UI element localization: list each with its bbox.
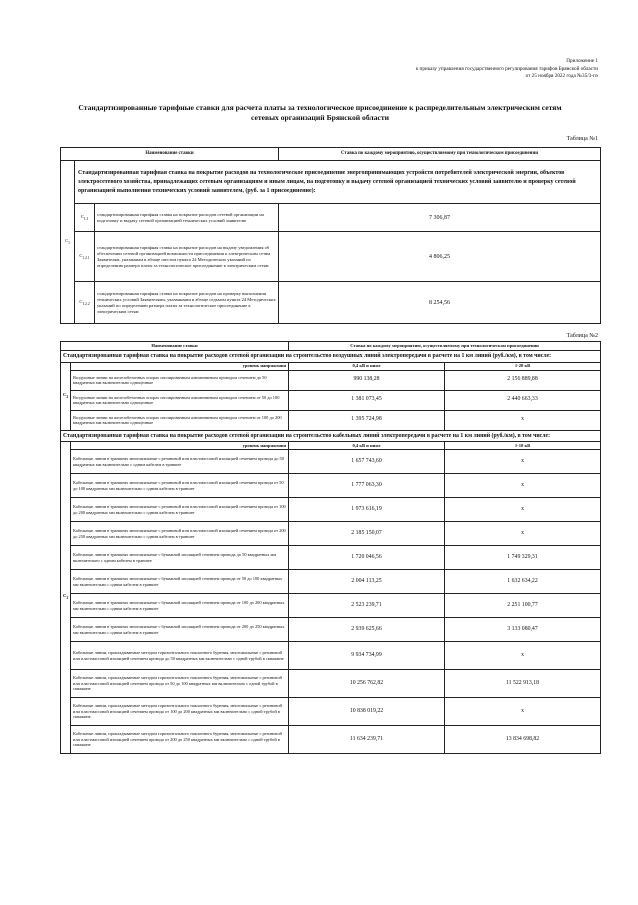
row-value-high: 3 133 080,47 xyxy=(445,618,601,642)
row-value-low: 1 381 073,45 xyxy=(289,390,445,410)
code-sub: 1 xyxy=(68,240,70,245)
table1-header-name: Наименование ставки xyxy=(61,148,279,161)
row-value-high: х xyxy=(445,698,601,726)
table2-label: Таблица №2 xyxy=(566,333,598,339)
table-row xyxy=(61,410,601,430)
rate-description: стандартизированная тарифная ставка на покрытие расходов на проверку выполнения технических условий Заявителями, указанными в абзаце седьмом пункта 24 Методических указаний по определению размера платы за технологическое присоединение к электрическим сетям xyxy=(95,282,279,324)
level-high: 1-10 кВ xyxy=(445,442,601,450)
row-description: Кабельные линии в траншеях многожильные с резиновой или пластмассовой изоляцией сечением провода от 50 до 100 квадратных мм включительно с одним кабелем в траншее xyxy=(71,474,289,498)
table-row xyxy=(61,474,601,498)
row-value-low: 9 934 734,99 xyxy=(289,642,445,670)
section-c3-title-row xyxy=(61,430,601,442)
table-row xyxy=(61,726,601,754)
code-sub: 1.2.2 xyxy=(82,301,90,306)
row-value-high: х xyxy=(445,642,601,670)
row-description: Воздушные линии на железобетонных опорах изолированным алюминиевым проводом сечением от 50 до 100 квадратных мм включительно одноцепные xyxy=(71,390,289,410)
rate-description: стандартизированная тарифная ставка на покрытие расходов сетевой организации на подготовку и выдачу сетевой организацией технических условий заявителю xyxy=(95,204,279,232)
table-row xyxy=(61,546,601,570)
row-description: Кабельные линии, прокладываемые методом горизонтального наклонного бурения, многожильные с резиновой или пластмассовой изоляцией сечением провода от 50 до 100 квадратных мм включительно с одной трубой в скважине xyxy=(71,670,289,698)
row-value-high: х xyxy=(445,410,601,430)
code-letter: С xyxy=(79,298,83,304)
appendix-block xyxy=(338,58,598,81)
row-value-low: 1 720 046,56 xyxy=(289,546,445,570)
appendix-line-3: от 25 ноября 2022 года №35/3-пэ xyxy=(525,73,598,79)
row-value-low: 1 973 616,19 xyxy=(289,498,445,522)
table-row xyxy=(61,618,601,642)
table-row xyxy=(61,204,601,232)
code-sub: 3 xyxy=(66,596,69,601)
table-row xyxy=(61,498,601,522)
table1-label: Таблица №1 xyxy=(566,136,598,142)
level-low: 0,4 кВ и ниже xyxy=(289,442,445,450)
row-description: Кабельные линии, прокладываемые методом горизонтального наклонного бурения, многожильные с резиновой или пластмассовой изоляцией сечением провода до 50 квадратных мм включительно с одной трубой в скважине xyxy=(71,642,289,670)
row-value-low: 2 185 150,07 xyxy=(289,522,445,546)
code-sub: 1.1 xyxy=(83,216,89,221)
section-c2-levels-row xyxy=(61,362,601,370)
table-row xyxy=(61,594,601,618)
table-row xyxy=(61,282,601,324)
rate-description: стандартизированная тарифная ставка на покрытие расходов на выдачу уведомления об обеспечении сетевой организацией возможности присоединения к электрическим сетям Заявителям, указанным в абзаце шестом пункта 24 Методических указаний по определению размера платы за технологическое присоединение к электрическим сетям xyxy=(95,232,279,282)
row-value-high: х xyxy=(445,522,601,546)
table-row xyxy=(61,642,601,670)
row-value-high: 2 251 100,77 xyxy=(445,594,601,618)
code-letter: С xyxy=(63,593,67,599)
table-1 xyxy=(60,147,601,324)
code-sub: 1.2.1 xyxy=(82,255,90,260)
code-letter: С xyxy=(79,252,83,258)
rate-code xyxy=(75,204,95,232)
rate-code xyxy=(75,282,95,324)
row-value-low: 2 523 239,71 xyxy=(289,594,445,618)
section-c3-title: Стандартизированная тарифная ставка на покрытие расходов сетевой организации на строительство кабельных линий электропередачи в расчете на 1 км линий (руб./км), в том числе: xyxy=(61,430,601,442)
row-description: Кабельные линии, прокладываемые методом горизонтального наклонного бурения, многожильные с резиновой или пластмассовой изоляцией сечением провода от 100 до 200 квадратных мм включительно с одной трубой в скважине xyxy=(71,698,289,726)
row-value-high: 1 749 329,31 xyxy=(445,546,601,570)
table1-group-row xyxy=(61,161,601,204)
table1-header-row xyxy=(61,148,601,161)
table1-header-rate: Ставка по каждому мероприятию, осуществляемому при технологическом присоединении xyxy=(279,148,601,161)
table-row xyxy=(61,232,601,282)
row-value-low: 1 777 063,30 xyxy=(289,474,445,498)
table2-header-rate: Ставка по каждому мероприятию, осуществляемому при технологическом присоединении xyxy=(289,342,601,351)
table-row xyxy=(61,390,601,410)
row-description: Воздушные линии на железобетонных опорах изолированным алюминиевым проводом сечением до 50 квадратных мм включительно одноцепные xyxy=(71,370,289,390)
section-c2-code xyxy=(61,362,71,430)
table1-description: Стандартизированная тарифная ставка на покрытие расходов на технологическое присоединение энергопринимающих устройств потребителей электрической энергии, объектов электросетевого хозяйства, принадлежащих сетевым организациям и иным лицам, на подготовку и выдачу сетевой организацией технических условий заявителю и проверку сетевой организацией выполнения технических условий заявителем, (руб. за 1 присоединение): xyxy=(75,161,601,204)
row-value-high: х xyxy=(445,450,601,474)
table-row xyxy=(61,670,601,698)
section-c2-title: Стандартизированная тарифная ставка на покрытие расходов сетевой организации на строительство воздушных линий электропередачи в расчете на 1 км линий (руб./км), в том числе: xyxy=(61,351,601,363)
row-description: Кабельные линии в траншеях многожильные с резиновой или пластмассовой изоляцией сечением провода от 100 до 200 квадратных мм включительно с одним кабелем в траншее xyxy=(71,498,289,522)
row-description: Кабельные линии, прокладываемые методом горизонтального наклонного бурения, многожильные с резиновой или пластмассовой изоляцией сечением провода от 200 до 250 квадратных мм включительно с одной трубой в скважине xyxy=(71,726,289,754)
table-row xyxy=(61,522,601,546)
row-description: Кабельные линии в траншеях многожильные с бумажной изоляцией сечением провода от 200 до 250 квадратных мм включительно с одним кабелем в траншее xyxy=(71,618,289,642)
row-value-low: 1 395 724,98 xyxy=(289,410,445,430)
row-value-low: 10 838 019,22 xyxy=(289,698,445,726)
title-line-2: сетевых организаций Брянской области xyxy=(251,113,389,122)
row-description: Кабельные линии в траншеях многожильные с бумажной изоляцией сечением провода до 50 квадратных мм включительно с одним кабелем в траншее xyxy=(71,546,289,570)
row-value-high: 2 440 663,33 xyxy=(445,390,601,410)
table-row xyxy=(61,698,601,726)
code-sub: 2 xyxy=(66,394,69,399)
rate-value: 4 806,25 xyxy=(279,232,601,282)
row-value-low: 990 138,28 xyxy=(289,370,445,390)
code-letter: С xyxy=(63,391,67,397)
table-row xyxy=(61,370,601,390)
row-value-low: 10 256 762,82 xyxy=(289,670,445,698)
code-letter: С xyxy=(65,238,69,244)
row-description: Кабельные линии в траншеях многожильные с бумажной изоляцией сечением провода от 50 до 100 квадратных мм включительно с одним кабелем в траншее xyxy=(71,570,289,594)
level-label: уровень напряжения xyxy=(71,442,289,450)
table2-header-row xyxy=(61,342,601,351)
appendix-line-1: Приложение 1 xyxy=(566,58,598,64)
table-row xyxy=(61,450,601,474)
row-value-low: 11 634 239,71 xyxy=(289,726,445,754)
row-value-low: 2 939 625,66 xyxy=(289,618,445,642)
row-value-low: 1 657 743,60 xyxy=(289,450,445,474)
row-value-high: 11 522 913,18 xyxy=(445,670,601,698)
rate-code xyxy=(75,232,95,282)
table2-header-name: Наименование ставки xyxy=(61,342,289,351)
table-2 xyxy=(60,341,601,754)
rate-value: 7 306,87 xyxy=(279,204,601,232)
document-title xyxy=(50,103,590,123)
row-value-high: 1 632 634,22 xyxy=(445,570,601,594)
code-letter: С xyxy=(80,213,84,219)
row-value-high: х xyxy=(445,474,601,498)
row-value-high: х xyxy=(445,498,601,522)
section-c3-code xyxy=(61,442,71,754)
table-row xyxy=(61,570,601,594)
row-description: Воздушные линии на железобетонных опорах изолированным алюминиевым проводом сечением от 100 до 200 квадратных мм включительно одноцепные xyxy=(71,410,289,430)
appendix-line-2: к приказу управления государственного регулирования тарифов Брянской области xyxy=(415,65,598,72)
row-description: Кабельные линии в траншеях многожильные с бумажной изоляцией сечением провода от 100 до 200 квадратных мм включительно с одним кабелем в траншее xyxy=(71,594,289,618)
level-low: 0,4 кВ и ниже xyxy=(289,362,445,370)
row-value-high: 2 156 889,88 xyxy=(445,370,601,390)
section-c2-title-row xyxy=(61,351,601,363)
rate-value: 8 254,56 xyxy=(279,282,601,324)
row-description: Кабельные линии в траншеях многожильные с резиновой или пластмассовой изоляцией сечением провода от 200 до 250 квадратных мм включительно с одним кабелем в траншее xyxy=(71,522,289,546)
level-label: уровень напряжения xyxy=(71,362,289,370)
table1-group-code xyxy=(61,161,75,324)
row-description: Кабельные линии в траншеях многожильные с резиновой или пластмассовой изоляцией сечением провода до 50 квадратных мм включительно с одним кабелем в траншее xyxy=(71,450,289,474)
section-c3-levels-row xyxy=(61,442,601,450)
title-line-1: Стандартизированные тарифные ставки для расчета платы за технологическое присоединение к распределительным электрическим сетям xyxy=(78,103,562,112)
row-value-low: 2 004 113,25 xyxy=(289,570,445,594)
level-high: 1-20 кВ xyxy=(445,362,601,370)
row-value-high: 13 834 698,82 xyxy=(445,726,601,754)
